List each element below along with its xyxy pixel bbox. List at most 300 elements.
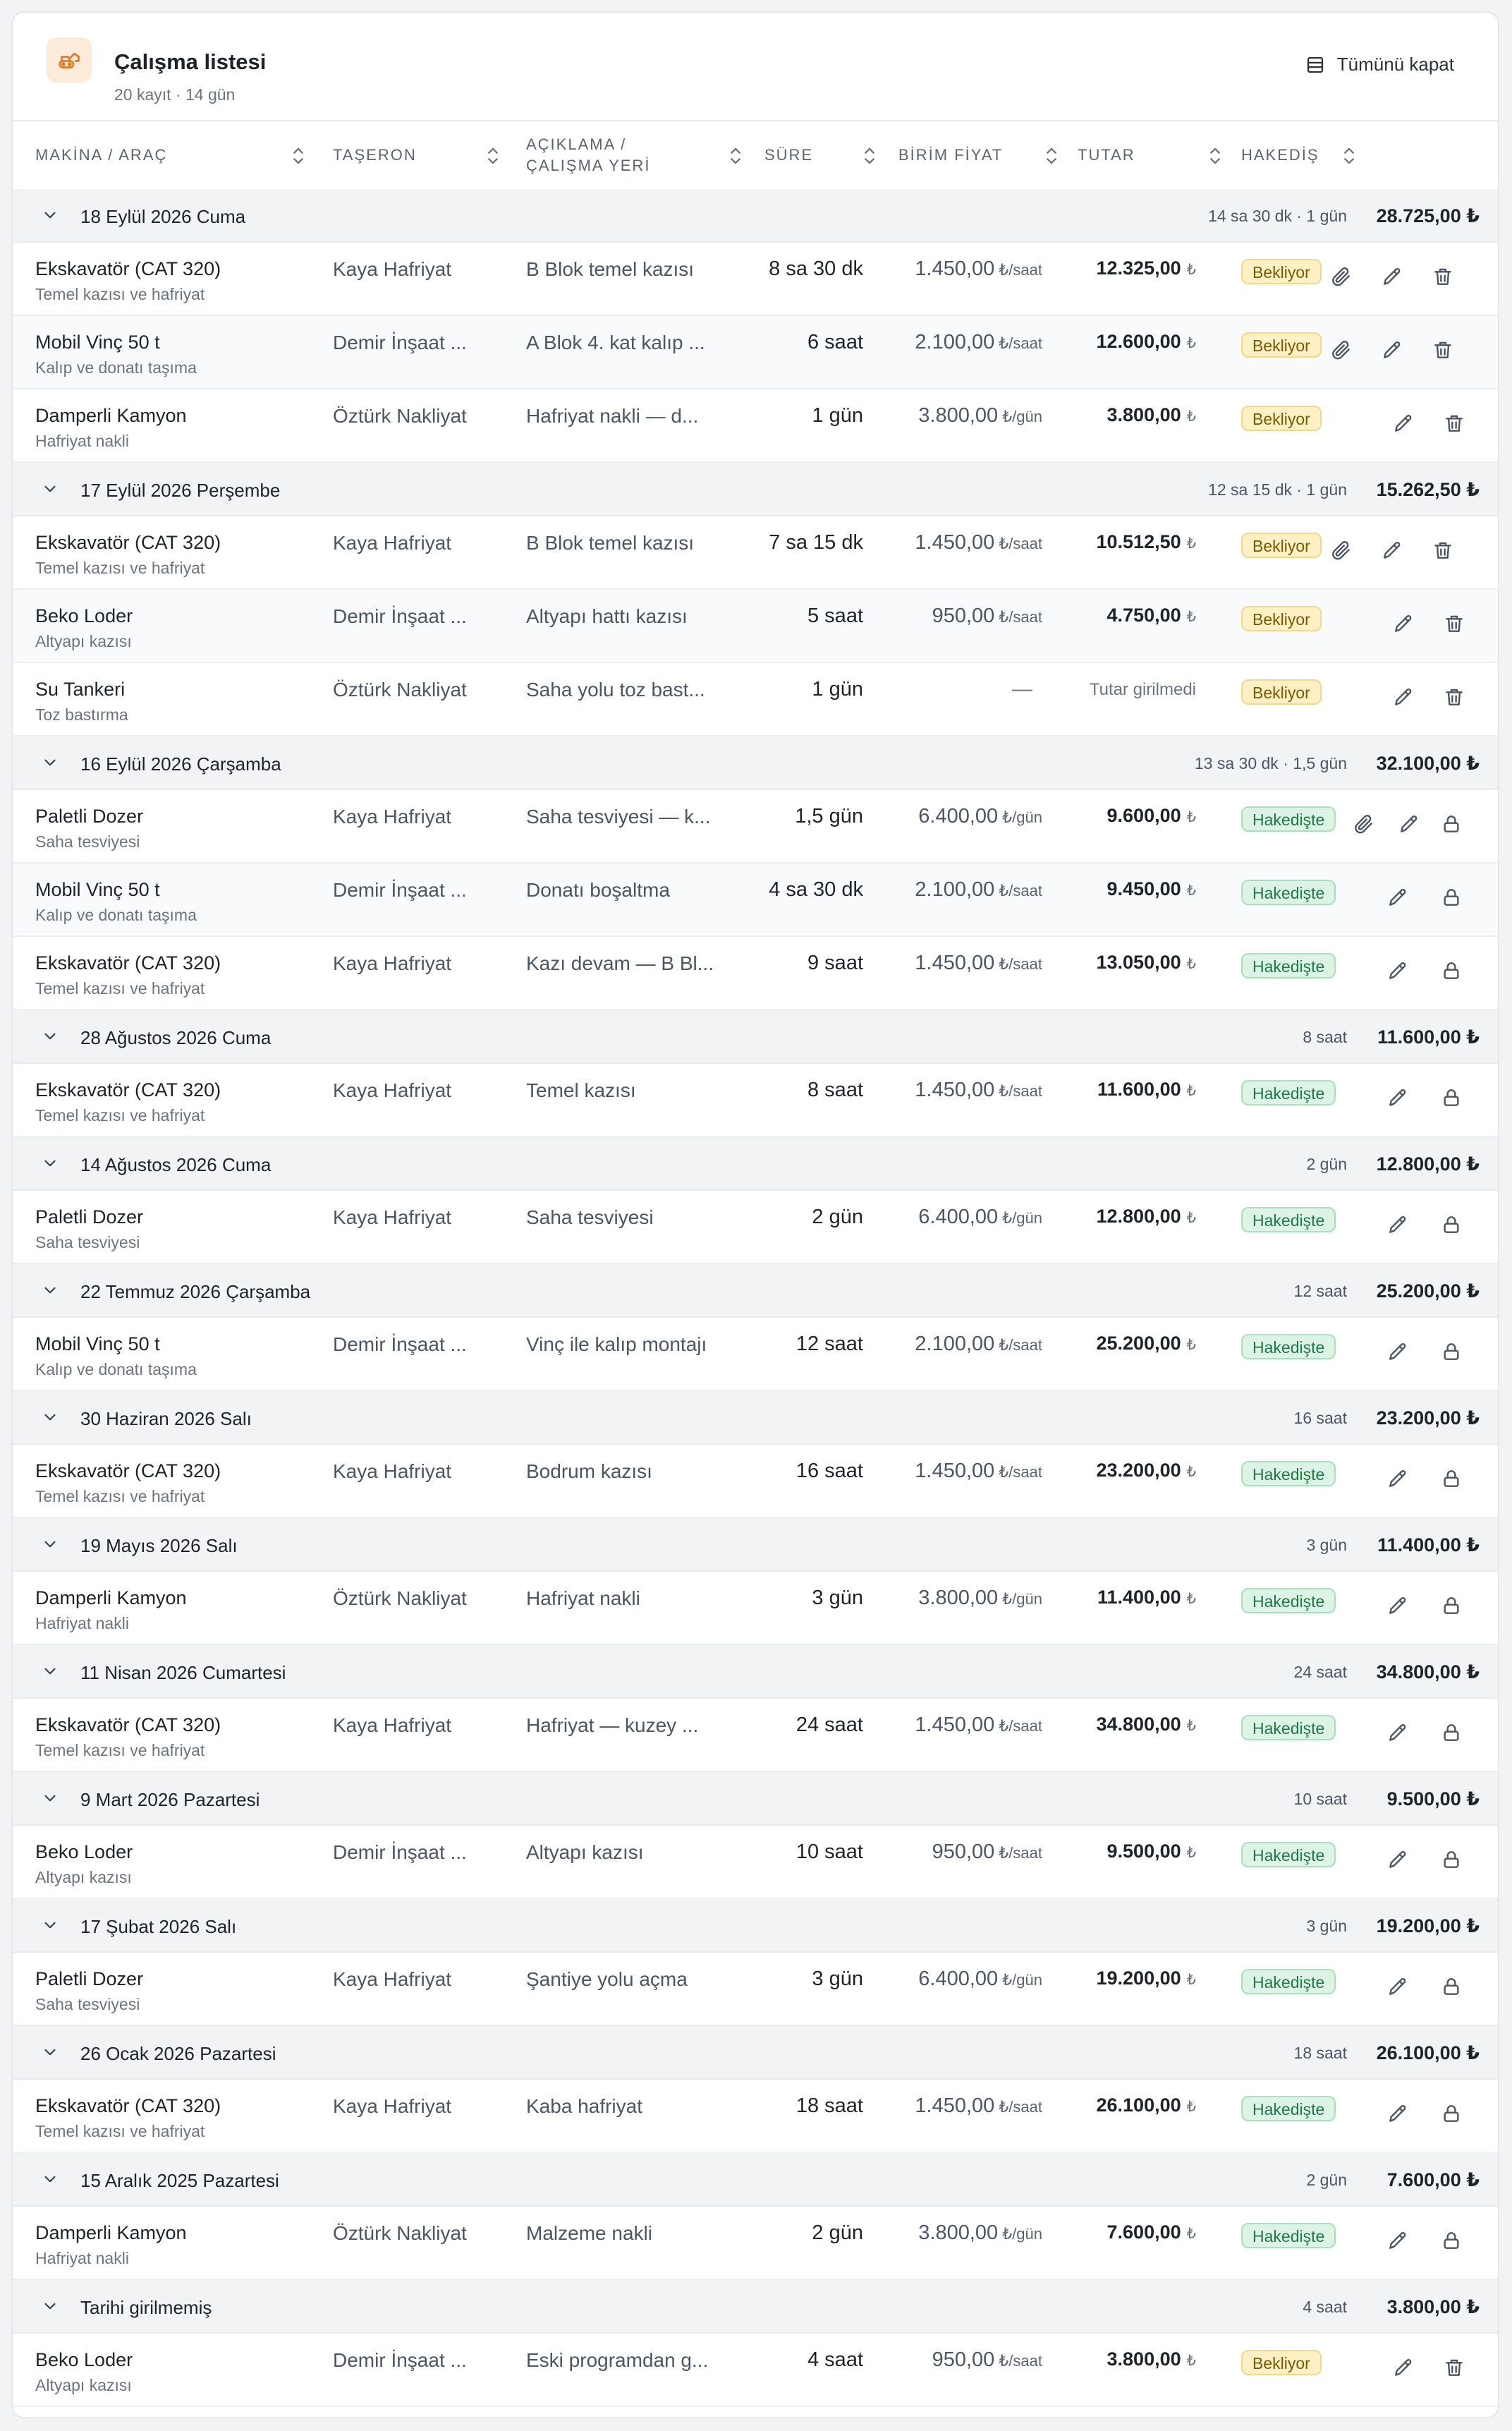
group-duration-summary: 10 saat: [1293, 1790, 1347, 1808]
duration: 6 saat: [807, 331, 863, 353]
delete-button[interactable]: [1440, 683, 1468, 711]
sort-icon[interactable]: [729, 147, 742, 165]
duration: 16 saat: [795, 1460, 863, 1482]
pencil-icon: [1386, 886, 1409, 909]
machine-task: Kalıp ve donatı taşıma: [35, 1360, 197, 1378]
status-badge: Bekliyor: [1241, 606, 1322, 631]
edit-button[interactable]: [1384, 957, 1412, 985]
table-row[interactable]: [13, 790, 1499, 863]
edit-button[interactable]: [1384, 1845, 1412, 1874]
unit-price-value: 2.100,00: [915, 878, 995, 901]
pencil-icon: [1386, 1467, 1409, 1490]
delete-button[interactable]: [1429, 536, 1457, 564]
edit-button[interactable]: [1389, 610, 1418, 638]
date-group-header[interactable]: [13, 1899, 1499, 1953]
trash-icon: [1432, 339, 1454, 361]
chevron-down-icon[interactable]: [41, 480, 59, 498]
date-group-header[interactable]: [13, 736, 1499, 790]
column-duration[interactable]: SÜRE: [764, 146, 814, 164]
group-date: 17 Eylül 2026 Perşembe: [80, 480, 281, 501]
group-total: 12.800,00 ₺: [1376, 1153, 1480, 1175]
machine-name: Ekskavatör (CAT 320): [35, 258, 221, 279]
edit-button[interactable]: [1384, 1211, 1412, 1239]
unit-price: [915, 331, 1042, 354]
currency-symbol: ₺: [1186, 535, 1196, 552]
group-duration-summary: 4 saat: [1303, 2298, 1347, 2316]
chevron-down-icon[interactable]: [41, 2170, 59, 2188]
sort-icon[interactable]: [487, 147, 499, 165]
work-description: Kazı devam — B Bl...: [526, 952, 714, 974]
amount-value: 11.600,00: [1097, 1079, 1181, 1100]
machine-name: Paletli Dozer: [35, 1968, 144, 1989]
date-group-header[interactable]: [13, 1010, 1499, 1064]
table-row[interactable]: [13, 1191, 1499, 1264]
delete-button[interactable]: [1429, 336, 1457, 364]
attachment-button[interactable]: [1327, 336, 1355, 364]
group-date: 30 Haziran 2026 Salı: [80, 1408, 252, 1429]
machine-name: Paletli Dozer: [35, 806, 144, 827]
subcontractor: Kaya Hafriyat: [333, 952, 452, 974]
unit-price-value: 1.450,00: [915, 2094, 995, 2117]
currency-symbol: ₺: [1186, 408, 1196, 425]
work-description: Donatı boşaltma: [526, 879, 670, 901]
unit-price-value: 3.800,00: [918, 404, 999, 427]
attachment-button[interactable]: [1327, 536, 1355, 564]
unit-price-unit: ₺/saat: [999, 2352, 1042, 2370]
chevron-down-icon[interactable]: [41, 1408, 59, 1426]
trash-icon: [1443, 2356, 1465, 2379]
column-description[interactable]: AÇIKLAMA / ÇALIŞMA YERİ: [526, 135, 651, 174]
subcontractor: Demir İnşaat ...: [333, 332, 467, 353]
date-group-header[interactable]: [13, 1518, 1499, 1572]
amount: [1107, 805, 1196, 827]
edit-button[interactable]: [1384, 1084, 1412, 1112]
edit-button[interactable]: [1384, 1465, 1412, 1493]
unit-price: [915, 1714, 1042, 1737]
lock-icon: [1440, 1467, 1463, 1490]
pencil-icon: [1386, 1721, 1409, 1744]
currency-symbol: ₺: [1186, 956, 1196, 972]
unit-price-unit: ₺/gün: [1002, 408, 1042, 425]
group-total: 28.725,00 ₺: [1376, 205, 1480, 226]
pencil-icon: [1386, 1213, 1409, 1236]
amount-value: 19.200,00: [1096, 1968, 1181, 1989]
machine-name: Su Tankeri: [35, 679, 126, 700]
table-row[interactable]: [13, 2334, 1499, 2407]
table-row[interactable]: [13, 1826, 1499, 1899]
date-group-header[interactable]: [13, 2280, 1499, 2334]
duration: 4 saat: [807, 2348, 863, 2371]
trash-icon: [1443, 612, 1465, 635]
status-badge: Bekliyor: [1241, 332, 1322, 358]
chevron-down-icon[interactable]: [41, 753, 59, 772]
unit-price-value: 1.450,00: [915, 1714, 995, 1736]
table-row[interactable]: [13, 516, 1499, 590]
locked-button[interactable]: [1437, 1338, 1465, 1366]
pencil-icon: [1386, 1086, 1409, 1109]
table-row[interactable]: [13, 2207, 1499, 2280]
pencil-icon: [1381, 339, 1403, 361]
group-total: 7.600,00 ₺: [1386, 2169, 1480, 2190]
machine-name: Ekskavatör (CAT 320): [35, 1714, 221, 1735]
subcontractor: Kaya Hafriyat: [333, 1460, 452, 1482]
amount-value: 12.600,00: [1096, 331, 1181, 352]
chevron-down-icon[interactable]: [41, 1281, 59, 1299]
attachment-button[interactable]: [1350, 810, 1378, 838]
sort-icon[interactable]: [292, 147, 305, 165]
chevron-down-icon[interactable]: [41, 1535, 59, 1553]
date-group-header[interactable]: [13, 1772, 1499, 1826]
edit-button[interactable]: [1384, 1338, 1412, 1366]
unit-price: [932, 1841, 1042, 1864]
column-progress[interactable]: HAKEDİŞ: [1241, 146, 1319, 164]
work-description: Altyapı kazısı: [526, 1841, 644, 1863]
edit-button[interactable]: [1384, 883, 1412, 911]
amount-value: 12.325,00: [1096, 257, 1181, 279]
currency-symbol: ₺: [1186, 262, 1196, 278]
pencil-icon: [1386, 1594, 1409, 1617]
work-description: Hafriyat nakli — d...: [526, 405, 699, 427]
group-total: 34.800,00 ₺: [1376, 1661, 1480, 1683]
unit-price-unit: ₺/saat: [999, 1844, 1042, 1862]
status-badge: Hakedişte: [1241, 1080, 1336, 1105]
locked-button[interactable]: [1437, 1465, 1465, 1493]
unit-price-value: 6.400,00: [918, 1968, 999, 1990]
edit-button[interactable]: [1384, 1592, 1412, 1620]
amount-value: 11.400,00: [1097, 1587, 1181, 1608]
status-badge: Hakedişte: [1241, 1588, 1336, 1613]
work-description: Saha yolu toz bast...: [526, 679, 705, 701]
duration: 2 gün: [812, 1206, 863, 1228]
pencil-icon: [1381, 539, 1403, 562]
date-group-header[interactable]: [13, 1391, 1499, 1445]
amount-value: 7.600,00: [1106, 2221, 1181, 2243]
machine-task: Temel kazısı ve hafriyat: [35, 1487, 205, 1505]
column-subcontractor[interactable]: TAŞERON: [333, 146, 417, 164]
table-row[interactable]: [13, 1572, 1499, 1645]
machine-name: Ekskavatör (CAT 320): [35, 1460, 221, 1481]
collapse-all-label: Tümünü kapat: [1336, 54, 1454, 75]
locked-button[interactable]: [1437, 883, 1465, 911]
currency-symbol: ₺: [1186, 1972, 1196, 1988]
edit-button[interactable]: [1384, 1718, 1412, 1747]
duration: 5 saat: [807, 605, 863, 627]
date-group-header[interactable]: [13, 1645, 1499, 1699]
sort-icon[interactable]: [863, 147, 876, 165]
table-row[interactable]: [13, 389, 1499, 463]
unit-price-value: 6.400,00: [918, 805, 999, 827]
duration: 18 saat: [795, 2094, 863, 2117]
amount: [1097, 2094, 1197, 2116]
machine-name: Beko Loder: [35, 605, 133, 626]
edit-button[interactable]: [1384, 2226, 1412, 2255]
status-badge: Hakedişte: [1241, 1334, 1336, 1359]
unit-price-unit: ₺/gün: [1002, 1971, 1042, 1989]
amount-value: 34.800,00: [1096, 1714, 1181, 1735]
edit-button[interactable]: [1384, 1972, 1412, 2001]
trash-icon: [1432, 539, 1454, 562]
column-machine[interactable]: MAKİNA / ARAÇ: [35, 146, 168, 164]
table-row[interactable]: [13, 1318, 1499, 1391]
amount: [1097, 531, 1197, 553]
page-title: Çalışma listesi: [114, 49, 267, 74]
locked-button[interactable]: [1437, 2099, 1465, 2128]
unit-price-value: 950,00: [932, 2348, 995, 2371]
paperclip-icon: [1330, 339, 1353, 361]
collapse-all-button[interactable]: [1305, 54, 1454, 75]
amount: [1097, 257, 1197, 279]
currency-symbol: ₺: [1186, 883, 1196, 899]
table-row[interactable]: [13, 1699, 1499, 1772]
machine-name: Paletli Dozer: [35, 1206, 144, 1227]
attachment-button[interactable]: [1327, 262, 1355, 291]
sort-icon[interactable]: [1343, 147, 1355, 165]
amount: [1097, 1079, 1196, 1101]
edit-button[interactable]: [1378, 336, 1406, 364]
unit-price-unit: ₺/saat: [999, 608, 1042, 626]
status-badge: Bekliyor: [1241, 259, 1322, 284]
chevron-down-icon[interactable]: [41, 1789, 59, 1807]
work-description: Bodrum kazısı: [526, 1460, 652, 1482]
chevron-down-icon[interactable]: [41, 1916, 59, 1934]
amount: [1107, 878, 1196, 900]
table-row[interactable]: [13, 1953, 1499, 2026]
group-date: 17 Şubat 2026 Salı: [80, 1916, 237, 1937]
subcontractor: Kaya Hafriyat: [333, 1206, 452, 1228]
duration: 24 saat: [795, 1714, 863, 1736]
date-group-header[interactable]: [13, 1264, 1499, 1318]
table-row[interactable]: [13, 663, 1499, 736]
machine-task: Altyapı kazısı: [35, 632, 132, 650]
edit-button[interactable]: [1389, 683, 1418, 711]
locked-button[interactable]: [1437, 1592, 1465, 1620]
work-description: Hafriyat — kuzey ...: [526, 1714, 699, 1736]
lock-icon: [1440, 1848, 1463, 1871]
machine-task: Saha tesviyesi: [35, 1233, 140, 1251]
machine-task: Temel kazısı ve hafriyat: [35, 2122, 205, 2140]
machine-name: Beko Loder: [35, 1841, 133, 1862]
edit-button[interactable]: [1389, 409, 1418, 437]
locked-button[interactable]: [1437, 2226, 1465, 2255]
unit-price-value: 1.450,00: [915, 531, 995, 554]
unit-price-unit: ₺/saat: [999, 955, 1042, 973]
table-row[interactable]: [13, 243, 1499, 316]
delete-button[interactable]: [1440, 610, 1468, 638]
amount-value: 23.200,00: [1096, 1460, 1181, 1481]
table-row[interactable]: [13, 2080, 1499, 2153]
status-badge: Bekliyor: [1241, 2350, 1322, 2375]
table-row[interactable]: [13, 1064, 1499, 1137]
unit-price: [932, 2348, 1042, 2372]
group-total: 11.400,00 ₺: [1377, 1534, 1480, 1556]
pencil-icon: [1386, 2102, 1409, 2125]
delete-button[interactable]: [1440, 409, 1468, 437]
sort-icon[interactable]: [1209, 147, 1221, 165]
amount: [1107, 404, 1196, 426]
machine-task: Hafriyat nakli: [35, 2249, 129, 2267]
group-duration-summary: 3 gün: [1306, 1917, 1347, 1935]
currency-symbol: ₺: [1186, 1591, 1196, 1607]
unit-price: [915, 878, 1042, 902]
lock-icon: [1440, 2102, 1463, 2125]
sort-icon[interactable]: [1045, 147, 1058, 165]
locked-button[interactable]: [1437, 1084, 1465, 1112]
date-group-header[interactable]: [13, 1137, 1499, 1191]
machine-name: Damperli Kamyon: [35, 1587, 187, 1608]
subcontractor: Demir İnşaat ...: [333, 1841, 467, 1863]
work-description: Vinç ile kalıp montajı: [526, 1333, 707, 1355]
chevron-down-icon[interactable]: [41, 206, 59, 224]
amount-value: 3.800,00: [1106, 2348, 1181, 2370]
machine-name: Ekskavatör (CAT 320): [35, 2095, 221, 2116]
edit-button[interactable]: [1395, 810, 1423, 838]
date-group-header[interactable]: [13, 2153, 1499, 2207]
group-duration-summary: 2 gün: [1306, 1155, 1347, 1173]
amount-value: 25.200,00: [1096, 1333, 1181, 1354]
table-row[interactable]: [13, 937, 1499, 1010]
lock-icon: [1440, 813, 1463, 835]
group-total: 19.200,00 ₺: [1376, 1915, 1480, 1936]
group-date: 14 Ağustos 2026 Cuma: [80, 1154, 272, 1175]
group-total: 23.200,00 ₺: [1376, 1407, 1480, 1429]
group-total: 9.500,00 ₺: [1386, 1788, 1480, 1809]
date-group-header[interactable]: [13, 189, 1499, 243]
currency-symbol: ₺: [1186, 1337, 1196, 1353]
chevron-down-icon[interactable]: [41, 2297, 59, 2315]
machine-task: Hafriyat nakli: [35, 432, 129, 450]
machine-task: Temel kazısı ve hafriyat: [35, 1106, 205, 1124]
lock-icon: [1440, 2229, 1463, 2252]
edit-button[interactable]: [1384, 2099, 1412, 2128]
work-description: Hafriyat nakli: [526, 1587, 640, 1609]
date-group-header[interactable]: [13, 2026, 1499, 2080]
chevron-down-icon[interactable]: [41, 2043, 59, 2061]
subcontractor: Kaya Hafriyat: [333, 258, 452, 280]
unit-price-value: 1.450,00: [915, 1079, 995, 1101]
work-description: Saha tesviyesi: [526, 1206, 654, 1228]
group-total: 11.600,00 ₺: [1377, 1026, 1480, 1048]
group-total: 15.262,50 ₺: [1376, 479, 1480, 500]
chevron-down-icon[interactable]: [41, 1154, 59, 1172]
group-duration-summary: 18 saat: [1293, 2044, 1347, 2062]
amount-value: 4.750,00: [1106, 605, 1181, 626]
duration: 1 gün: [812, 404, 863, 427]
machine-task: Temel kazısı ve hafriyat: [35, 1741, 205, 1759]
machine-task: Temel kazısı ve hafriyat: [35, 979, 205, 998]
duration: 8 sa 30 dk: [769, 257, 863, 280]
delete-button[interactable]: [1429, 262, 1457, 291]
duration: 4 sa 30 dk: [769, 878, 863, 901]
amount-value: 12.800,00: [1096, 1206, 1181, 1227]
pencil-icon: [1381, 265, 1403, 288]
table-row[interactable]: [13, 316, 1499, 389]
currency-symbol: ₺: [1186, 809, 1196, 825]
duration: 10 saat: [795, 1841, 863, 1863]
unit-price-unit: ₺/gün: [1002, 808, 1042, 826]
edit-button[interactable]: [1378, 262, 1406, 291]
status-badge: Hakedişte: [1241, 806, 1336, 832]
status-badge: Hakedişte: [1241, 2223, 1336, 2248]
locked-button[interactable]: [1437, 1718, 1465, 1747]
machine-task: Saha tesviyesi: [35, 832, 140, 851]
duration: 7 sa 15 dk: [769, 531, 863, 554]
unit-price: [915, 257, 1042, 281]
locked-button[interactable]: [1437, 810, 1465, 838]
currency-symbol: ₺: [1186, 2099, 1196, 2115]
locked-button[interactable]: [1437, 1845, 1465, 1874]
delete-button[interactable]: [1440, 2353, 1468, 2382]
chevron-down-icon[interactable]: [41, 1662, 59, 1680]
unit-price: [918, 1587, 1042, 1610]
unit-price: [918, 805, 1042, 828]
edit-button[interactable]: [1378, 536, 1406, 564]
column-amount[interactable]: TUTAR: [1078, 146, 1135, 164]
locked-button[interactable]: [1437, 957, 1465, 985]
excavator-icon: [47, 37, 92, 83]
group-duration-summary: 16 saat: [1293, 1409, 1347, 1427]
table-row[interactable]: [13, 1445, 1499, 1518]
machine-task: Kalıp ve donatı taşıma: [35, 906, 197, 924]
work-description: B Blok temel kazısı: [526, 532, 695, 554]
amount-value: 9.500,00: [1106, 1841, 1181, 1862]
group-total: 25.200,00 ₺: [1376, 1280, 1480, 1302]
pencil-icon: [1392, 686, 1415, 708]
group-duration-summary: 24 saat: [1293, 1663, 1347, 1681]
unit-price-value: 3.800,00: [918, 1587, 999, 1609]
unit-price-value: 1.450,00: [915, 1460, 995, 1482]
paperclip-icon: [1330, 265, 1353, 288]
subcontractor: Kaya Hafriyat: [333, 532, 452, 554]
group-duration-summary: 12 saat: [1293, 1282, 1347, 1300]
locked-button[interactable]: [1437, 1211, 1465, 1239]
lock-icon: [1440, 1594, 1463, 1617]
table-row[interactable]: [13, 863, 1499, 937]
machine-task: Saha tesviyesi: [35, 1995, 140, 2013]
group-duration-summary: 14 sa 30 dk · 1 gün: [1208, 207, 1347, 225]
subcontractor: Kaya Hafriyat: [333, 2095, 452, 2117]
amount: [1107, 1841, 1196, 1862]
unit-price: [915, 1333, 1042, 1356]
pencil-icon: [1386, 1848, 1409, 1871]
amount: [1097, 1460, 1197, 1481]
currency-symbol: ₺: [1186, 1845, 1196, 1861]
group-total: 32.100,00 ₺: [1376, 753, 1480, 774]
duration: 3 gün: [812, 1968, 863, 1990]
locked-button[interactable]: [1437, 1972, 1465, 2001]
column-unit-price[interactable]: BİRİM FİYAT: [898, 146, 1004, 164]
date-group-header[interactable]: [13, 463, 1499, 516]
machine-task: Altyapı kazısı: [35, 2376, 132, 2394]
status-badge: Hakedişte: [1241, 2096, 1336, 2121]
amount-value: 9.600,00: [1106, 805, 1181, 826]
status-badge: Hakedişte: [1241, 953, 1336, 978]
edit-button[interactable]: [1389, 2353, 1418, 2382]
lock-icon: [1440, 1086, 1463, 1109]
work-description: Malzeme nakli: [526, 2222, 652, 2244]
unit-price-unit: ₺/saat: [999, 535, 1042, 552]
table-row[interactable]: [13, 590, 1499, 663]
unit-price-unit: ₺/saat: [999, 1082, 1042, 1100]
group-date: 9 Mart 2026 Pazartesi: [80, 1789, 260, 1810]
unit-price-value: 950,00: [932, 1841, 995, 1863]
subcontractor: Kaya Hafriyat: [333, 806, 452, 827]
work-description: B Blok temel kazısı: [526, 258, 695, 280]
chevron-down-icon[interactable]: [41, 1027, 59, 1045]
machine-name: Damperli Kamyon: [35, 2222, 187, 2243]
status-badge: Bekliyor: [1241, 406, 1322, 431]
status-badge: Hakedişte: [1241, 1207, 1336, 1232]
unit-price-unit: ₺/saat: [999, 882, 1042, 899]
